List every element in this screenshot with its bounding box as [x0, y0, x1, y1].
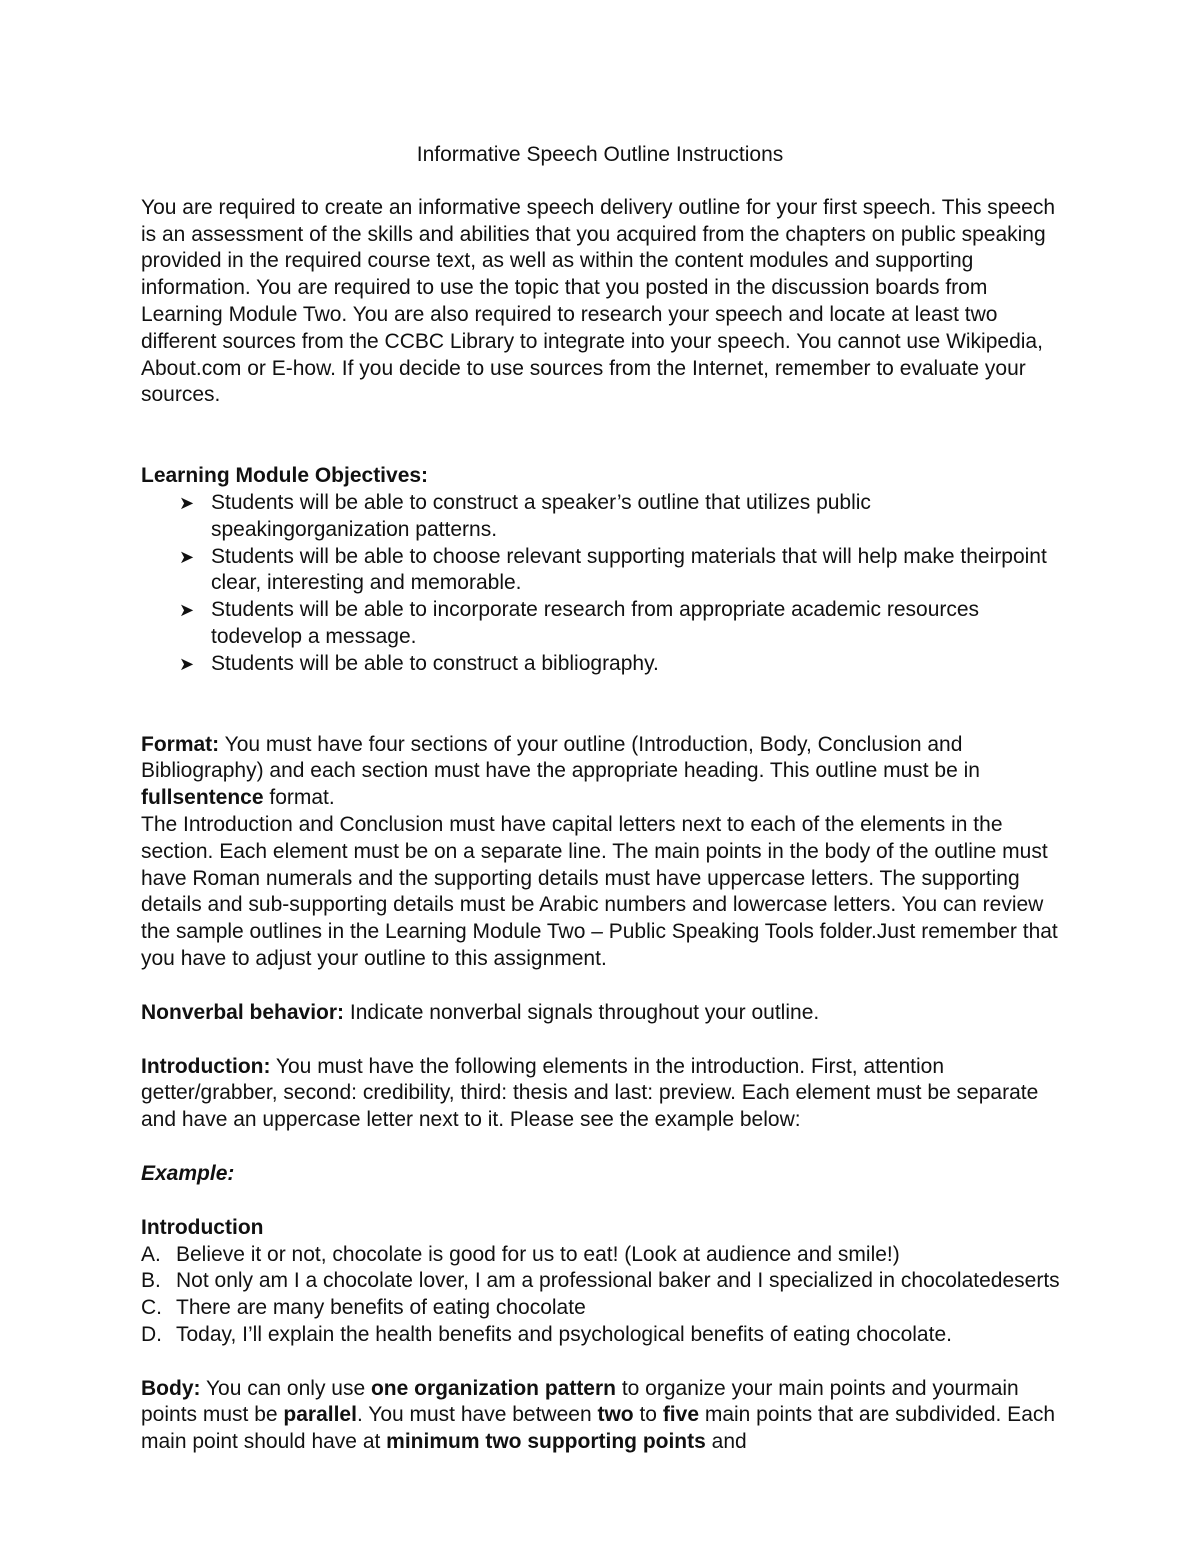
- body-text: . You must have between: [356, 1403, 598, 1427]
- example-text: Today, I’ll explain the health benefits and psychological benefits of eating chocolate.: [176, 1322, 952, 1346]
- body-paragraph: [141, 1376, 1071, 1456]
- arrow-bullet-icon: ➤: [179, 546, 195, 567]
- example-item: [141, 1268, 1071, 1295]
- body-bold-term: two: [597, 1403, 634, 1427]
- example-item: [141, 1295, 1071, 1322]
- body-bold-term: parallel: [283, 1403, 357, 1427]
- body-label: Body:: [141, 1376, 201, 1400]
- format-text-2: format.: [263, 786, 335, 810]
- format-label: Format:: [141, 732, 220, 756]
- example-item: [141, 1322, 1071, 1349]
- intro-paragraph: You are required to create an informative speech delivery outline for your first speech. This speech is an assessment of the skills and abilities that you acquired from the chapters on public speaking provided in the required course text, as well as within the content modules and supporting information. You are required to use the topic that you posted in the discussion boards from Learning Module Two. You are also required to research your speech and locate at least two different sources from the CCBC Library to integrate into your speech. You cannot use Wikipedia, About.com or E-how. If you decide to use sources from the Internet, remember to evaluate your sources.: [141, 195, 1056, 407]
- example-text: There are many benefits of eating chocolate: [176, 1296, 586, 1320]
- arrow-bullet-icon: ➤: [179, 492, 195, 513]
- nonverbal-label: Nonverbal behavior:: [141, 1000, 345, 1024]
- format-bold-term: fullsentence: [141, 786, 264, 810]
- example-letter: B.: [141, 1269, 161, 1293]
- objective-item: [141, 544, 1071, 598]
- introduction-text: You must have the following elements in the introduction. First, attention getter/grabber, second: credibility, third: thesis and last: preview. Each element must be separate and have an uppercase letter next to it. Please see the example below:: [141, 1054, 1039, 1132]
- body-bold-term: one organization pattern: [370, 1376, 616, 1400]
- document-content: [141, 142, 1071, 1456]
- format-text-1: You must have four sections of your outline (Introduction, Body, Conclusion and Bibliography) and each section must have the appropriate heading. This outline must be in: [141, 732, 980, 783]
- arrow-bullet-icon: ➤: [179, 653, 195, 674]
- format-paragraph-2: The Introduction and Conclusion must have capital letters next to each of the elements in the section. Each element must be on a separate line. The main points in the body of the outline must have Roman numerals and the supporting details must have uppercase letters. The supporting details and sub-supporting details must be Arabic numbers and lowercase letters. You can review the sample outlines in the Learning Module Two – Public Speaking Tools folder.Just remember that you have to adjust your outline to this assignment.: [141, 812, 1058, 970]
- example-letter: A.: [141, 1242, 161, 1266]
- example-text: Not only am I a chocolate lover, I am a professional baker and I specialized in chocolatedeserts: [176, 1269, 1060, 1293]
- arrow-bullet-icon: ➤: [179, 600, 195, 621]
- body-text: main points that are subdivided. Each main point should have at: [141, 1403, 1056, 1454]
- body-text: to: [633, 1403, 663, 1427]
- example-heading: Introduction: [141, 1215, 264, 1239]
- format-paragraph: [141, 732, 1071, 812]
- objectives-list: [141, 490, 1071, 678]
- nonverbal-paragraph: [141, 1000, 1071, 1027]
- example-list: [141, 1242, 1071, 1349]
- example-item: [141, 1242, 1071, 1269]
- objective-item: [141, 651, 1071, 678]
- objective-item: [141, 597, 1071, 651]
- objective-text: Students will be able to incorporate research from appropriate academic resources todevelop a message.: [211, 598, 980, 648]
- objectives-heading: Learning Module Objectives:: [141, 464, 429, 488]
- objective-text: Students will be able to choose relevant supporting materials that will help make theirpoint clear, interesting and memorable.: [211, 544, 1047, 595]
- objective-text: Students will be able to construct a bibliography.: [211, 651, 659, 675]
- nonverbal-text: Indicate nonverbal signals throughout your outline.: [344, 1000, 820, 1024]
- objective-item: [141, 490, 1071, 544]
- example-text: Believe it or not, chocolate is good for us to eat! (Look at audience and smile!): [176, 1242, 900, 1266]
- body-bold-term: minimum two supporting points: [386, 1430, 706, 1454]
- introduction-label: Introduction:: [141, 1054, 271, 1078]
- body-bold-term: five: [662, 1403, 699, 1427]
- objective-text: Students will be able to construct a speaker’s outline that utilizes public speakingorganization patterns.: [211, 490, 871, 541]
- example-label: Example:: [141, 1161, 235, 1185]
- body-text: to organize your main points and yourmain points must be: [141, 1376, 1019, 1427]
- body-text: and: [705, 1430, 747, 1454]
- body-text: You can only use: [200, 1376, 371, 1400]
- page-title: Informative Speech Outline Instructions: [416, 143, 784, 166]
- example-letter: D.: [141, 1322, 162, 1346]
- introduction-paragraph: [141, 1054, 1071, 1134]
- example-letter: C.: [141, 1296, 162, 1320]
